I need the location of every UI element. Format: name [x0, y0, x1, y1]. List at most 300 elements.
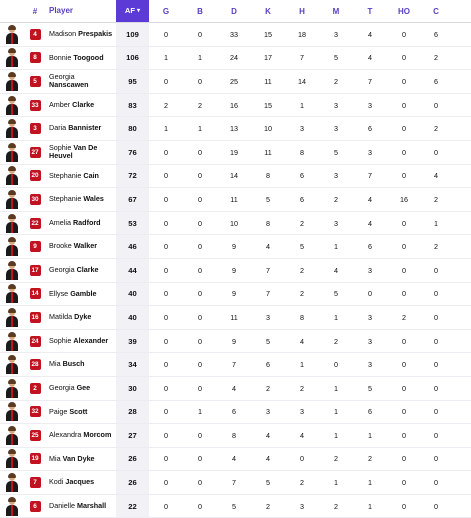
stat-h: 3	[300, 501, 304, 511]
player-last-name: Toogood	[73, 52, 104, 62]
stat-m: 5	[334, 147, 338, 157]
jumper-number	[24, 194, 46, 205]
stat-c: 0	[434, 265, 438, 275]
stat-d: 9	[232, 242, 236, 252]
stat-ho: 0	[402, 430, 406, 440]
jumper-number	[24, 359, 46, 370]
stat-ho: 0	[402, 336, 406, 346]
stat-d: 9	[232, 265, 236, 275]
player-last-name: Gee	[76, 382, 91, 392]
player-first-name: Brooke	[49, 241, 72, 251]
stat-g: 0	[164, 383, 168, 393]
stat-h: 14	[298, 76, 306, 86]
stat-c: 0	[434, 501, 438, 511]
stat-m: 1	[334, 478, 338, 488]
jumper-number-badge: 20	[31, 172, 39, 180]
stat-d: 6	[232, 407, 236, 417]
stat-d: 13	[230, 124, 238, 134]
player-headshot	[0, 166, 24, 185]
stat-ho: 0	[402, 242, 406, 252]
stat-h: 2	[300, 289, 304, 299]
table-row[interactable]	[0, 401, 471, 425]
stat-m: 0	[334, 360, 338, 370]
header-m[interactable]: M	[332, 6, 340, 16]
table-body	[0, 23, 471, 518]
stat-m: 2	[334, 76, 338, 86]
stat-g: 0	[164, 360, 168, 370]
stat-d: 7	[232, 478, 236, 488]
player-name[interactable]	[46, 195, 116, 204]
stat-t: 4	[368, 29, 372, 39]
stat-k: 5	[266, 478, 270, 488]
player-first-name: Kodi	[49, 477, 64, 487]
stat-b: 0	[198, 76, 202, 86]
player-headshot	[0, 473, 24, 492]
stat-k: 15	[264, 29, 272, 39]
stat-ho: 0	[402, 360, 406, 370]
stat-h: 7	[300, 53, 304, 63]
stat-ho: 0	[402, 265, 406, 275]
player-headshot	[0, 379, 24, 398]
stat-b: 1	[198, 407, 202, 417]
stat-b: 0	[198, 194, 202, 204]
stat-g: 0	[164, 29, 168, 39]
stat-h: 1	[300, 360, 304, 370]
stat-d: 4	[232, 383, 236, 393]
jumper-number	[24, 241, 46, 252]
stat-k: 17	[264, 53, 272, 63]
jumper-number-badge: 16	[31, 313, 39, 321]
stat-ho: 16	[400, 194, 408, 204]
stat-h: 6	[300, 171, 304, 181]
player-name[interactable]	[46, 455, 116, 464]
stat-m: 2	[334, 454, 338, 464]
jumper-number-badge: 22	[31, 219, 39, 227]
player-last-name: Clarke	[76, 264, 99, 274]
stat-b: 0	[198, 360, 202, 370]
player-name[interactable]	[46, 101, 116, 110]
af-value: 39	[116, 330, 149, 353]
jumper-number-badge: 24	[31, 337, 39, 345]
stat-c: 0	[434, 407, 438, 417]
player-headshot	[0, 426, 24, 445]
player-headshot	[0, 261, 24, 280]
stat-t: 3	[368, 100, 372, 110]
table-row[interactable]	[0, 330, 471, 354]
af-value: 34	[116, 353, 149, 376]
stat-ho: 0	[402, 501, 406, 511]
stat-k: 3	[266, 407, 270, 417]
stat-b: 0	[198, 29, 202, 39]
stat-k: 5	[266, 194, 270, 204]
jumper-number-badge: 32	[31, 408, 39, 416]
player-first-name: Sophie	[49, 335, 72, 345]
player-last-name: Busch	[62, 359, 85, 369]
player-name[interactable]	[46, 290, 116, 299]
player-headshot	[0, 119, 24, 138]
stat-k: 4	[266, 454, 270, 464]
player-first-name: Amelia	[49, 217, 71, 227]
stat-k: 11	[264, 147, 272, 157]
stat-b: 0	[198, 312, 202, 322]
jumper-number-badge: 2	[30, 383, 41, 394]
player-first-name: Stephanie	[49, 170, 82, 180]
stat-h: 5	[300, 242, 304, 252]
stat-c: 0	[434, 289, 438, 299]
stat-t: 6	[368, 407, 372, 417]
sort-desc-icon: ▾	[137, 8, 141, 14]
player-last-name: Alexander	[73, 335, 109, 345]
player-last-name: Nanscawen	[49, 80, 89, 90]
player-headshot	[0, 284, 24, 303]
stat-g: 0	[164, 430, 168, 440]
table-row[interactable]	[0, 424, 471, 448]
stat-ho: 0	[402, 454, 406, 464]
jumper-number	[24, 336, 46, 347]
stat-ho: 0	[402, 383, 406, 393]
player-last-name: Gamble	[70, 288, 97, 298]
stat-m: 3	[334, 100, 338, 110]
jumper-number-badge: 30	[31, 195, 39, 203]
player-first-name: Ellyse	[49, 288, 69, 298]
stat-g: 0	[164, 289, 168, 299]
stat-k: 10	[264, 124, 272, 134]
stat-m: 2	[334, 194, 338, 204]
stat-g: 0	[164, 147, 168, 157]
stat-b: 0	[198, 289, 202, 299]
jumper-number	[24, 147, 46, 158]
player-name[interactable]	[46, 337, 116, 346]
stat-h: 3	[300, 407, 304, 417]
stat-ho: 0	[402, 147, 406, 157]
jumper-number	[24, 76, 46, 87]
stat-h: 2	[300, 218, 304, 228]
player-name[interactable]	[46, 172, 116, 181]
stat-h: 2	[300, 383, 304, 393]
player-first-name: Stephanie	[49, 194, 82, 204]
af-value: 40	[116, 306, 149, 329]
stat-t: 7	[368, 171, 372, 181]
jumper-number	[24, 501, 46, 512]
player-name[interactable]	[46, 242, 116, 251]
stat-m: 1	[334, 383, 338, 393]
jumper-number-badge: 5	[30, 76, 41, 87]
player-name[interactable]	[46, 431, 116, 440]
player-headshot	[0, 25, 24, 44]
player-first-name: Georgia	[49, 382, 75, 392]
player-first-name: Paige	[49, 406, 68, 416]
stat-c: 0	[434, 100, 438, 110]
player-last-name: Marshall	[76, 500, 107, 510]
player-last-name: Walker	[73, 241, 98, 251]
stat-g: 0	[164, 76, 168, 86]
stat-t: 0	[368, 289, 372, 299]
player-first-name: Alexandra	[49, 430, 82, 440]
stat-k: 5	[266, 336, 270, 346]
table-row[interactable]	[0, 70, 471, 94]
af-value: 22	[116, 495, 149, 518]
stat-m: 1	[334, 242, 338, 252]
player-first-name: Bonnie	[49, 52, 72, 62]
stat-t: 7	[368, 76, 372, 86]
stat-d: 19	[230, 147, 238, 157]
stat-k: 3	[266, 312, 270, 322]
stat-m: 1	[334, 312, 338, 322]
stat-m: 3	[334, 124, 338, 134]
stat-g: 0	[164, 242, 168, 252]
player-last-name: Dyke	[74, 312, 92, 322]
table-header	[0, 0, 471, 23]
stat-h: 6	[300, 194, 304, 204]
player-headshot	[0, 72, 24, 91]
stat-ho: 0	[402, 289, 406, 299]
stat-t: 3	[368, 312, 372, 322]
stat-ho: 0	[402, 407, 406, 417]
table-row[interactable]	[0, 377, 471, 401]
stat-ho: 0	[402, 478, 406, 488]
player-first-name: Daria	[49, 123, 67, 133]
stat-c: 2	[434, 124, 438, 134]
table-row[interactable]	[0, 117, 471, 141]
stat-c: 0	[434, 478, 438, 488]
stat-g: 2	[164, 100, 168, 110]
player-headshot	[0, 48, 24, 67]
table-row[interactable]	[0, 471, 471, 495]
table-row[interactable]	[0, 212, 471, 236]
stat-ho: 0	[402, 29, 406, 39]
stat-t: 2	[368, 454, 372, 464]
stat-h: 1	[300, 100, 304, 110]
af-value: 80	[116, 117, 149, 140]
player-headshot	[0, 355, 24, 374]
player-name[interactable]	[46, 219, 116, 228]
stat-k: 2	[266, 383, 270, 393]
table-row[interactable]	[0, 306, 471, 330]
af-value: 95	[116, 70, 149, 93]
stat-g: 1	[164, 124, 168, 134]
stat-c: 0	[434, 336, 438, 346]
player-name[interactable]	[46, 54, 116, 63]
player-last-name: Van De Heuvel	[49, 142, 98, 161]
player-last-name: Scott	[69, 406, 88, 416]
stat-t: 6	[368, 242, 372, 252]
af-value: 67	[116, 188, 149, 211]
table-row[interactable]	[0, 47, 471, 71]
header-ho[interactable]: HO	[398, 6, 410, 16]
player-name[interactable]	[46, 73, 116, 90]
stat-g: 0	[164, 454, 168, 464]
stat-k: 4	[266, 430, 270, 440]
player-last-name: Morcom	[83, 430, 112, 440]
stat-c: 2	[434, 242, 438, 252]
header-k[interactable]: K	[265, 6, 271, 16]
table-row[interactable]	[0, 353, 471, 377]
jumper-number	[24, 383, 46, 394]
player-first-name: Matilda	[49, 312, 73, 322]
stat-b: 0	[198, 501, 202, 511]
player-name[interactable]	[46, 30, 116, 39]
stat-ho: 0	[402, 171, 406, 181]
af-value: 83	[116, 94, 149, 117]
player-name[interactable]	[46, 124, 116, 133]
stat-h: 4	[300, 336, 304, 346]
stat-m: 1	[334, 407, 338, 417]
stat-b: 0	[198, 336, 202, 346]
stat-m: 3	[334, 218, 338, 228]
player-name[interactable]	[46, 360, 116, 369]
player-name[interactable]	[46, 144, 116, 161]
player-first-name: Mia	[49, 453, 61, 463]
player-first-name: Mia	[49, 359, 61, 369]
player-first-name: Danielle	[49, 500, 75, 510]
jumper-number-badge: 6	[30, 501, 41, 512]
header-number: #	[32, 6, 38, 16]
jumper-number	[24, 52, 46, 63]
stat-d: 10	[230, 218, 238, 228]
stat-g: 0	[164, 194, 168, 204]
af-value: 72	[116, 165, 149, 188]
stat-c: 1	[434, 218, 438, 228]
table-row[interactable]	[0, 188, 471, 212]
stat-h: 2	[300, 478, 304, 488]
header-t[interactable]: T	[367, 6, 373, 16]
stat-c: 0	[434, 312, 438, 322]
player-headshot	[0, 332, 24, 351]
jumper-number	[24, 288, 46, 299]
table-row[interactable]	[0, 448, 471, 472]
stat-h: 0	[300, 454, 304, 464]
player-last-name: Van Dyke	[62, 453, 95, 463]
jumper-number	[24, 29, 46, 40]
stat-m: 3	[334, 29, 338, 39]
stat-m: 4	[334, 265, 338, 275]
stat-h: 3	[300, 124, 304, 134]
stat-b: 0	[198, 242, 202, 252]
jumper-number-badge: 14	[31, 290, 39, 298]
stat-t: 3	[368, 147, 372, 157]
header-af-sorted[interactable]	[116, 0, 149, 22]
player-last-name: Jacques	[65, 477, 95, 487]
jumper-number-badge: 27	[31, 148, 39, 156]
stat-g: 0	[164, 407, 168, 417]
player-name[interactable]	[46, 384, 116, 393]
table-row[interactable]	[0, 259, 471, 283]
stat-d: 9	[232, 289, 236, 299]
stat-b: 0	[198, 171, 202, 181]
player-last-name: Wales	[83, 194, 104, 204]
af-value: 28	[116, 401, 149, 424]
header-g[interactable]: G	[162, 6, 170, 16]
stat-h: 8	[300, 312, 304, 322]
af-value: 44	[116, 259, 149, 282]
table-row[interactable]	[0, 141, 471, 165]
player-last-name: Bannister	[68, 123, 102, 133]
jumper-number	[24, 218, 46, 229]
af-value: 106	[116, 47, 149, 70]
player-last-name: Radford	[72, 217, 101, 227]
player-last-name: Cain	[83, 170, 99, 180]
player-name[interactable]	[46, 478, 116, 487]
stat-ho: 0	[402, 218, 406, 228]
stat-d: 4	[232, 454, 236, 464]
jumper-number-badge: 33	[31, 101, 39, 109]
jumper-number	[24, 430, 46, 441]
stat-t: 3	[368, 336, 372, 346]
header-b[interactable]: B	[197, 6, 203, 16]
af-value: 30	[116, 377, 149, 400]
jumper-number	[24, 477, 46, 488]
header-af-label: AF	[124, 6, 136, 15]
stat-t: 4	[368, 194, 372, 204]
jumper-number-badge: 28	[31, 361, 39, 369]
stat-m: 1	[334, 430, 338, 440]
player-name[interactable]	[46, 408, 116, 417]
jumper-number	[24, 453, 46, 464]
player-name[interactable]	[46, 313, 116, 322]
jumper-number-badge: 8	[30, 52, 41, 63]
stat-ho: 2	[402, 312, 406, 322]
stat-c: 0	[434, 360, 438, 370]
stat-t: 4	[368, 218, 372, 228]
jumper-number	[24, 406, 46, 417]
stat-h: 2	[300, 265, 304, 275]
jumper-number-badge: 17	[31, 266, 39, 274]
player-name[interactable]	[46, 266, 116, 275]
player-name[interactable]	[46, 502, 116, 511]
stat-b: 0	[198, 218, 202, 228]
stat-c: 0	[434, 454, 438, 464]
table-row[interactable]	[0, 495, 471, 518]
table-row[interactable]	[0, 235, 471, 259]
stat-d: 8	[232, 430, 236, 440]
player-headshot	[0, 143, 24, 162]
af-value: 27	[116, 424, 149, 447]
stat-t: 3	[368, 265, 372, 275]
stat-b: 0	[198, 383, 202, 393]
header-c[interactable]: C	[433, 6, 439, 16]
stat-b: 0	[198, 430, 202, 440]
stat-d: 11	[230, 312, 238, 322]
header-d[interactable]: D	[231, 6, 237, 16]
stat-k: 11	[264, 76, 272, 86]
stat-g: 1	[164, 53, 168, 63]
af-value: 46	[116, 235, 149, 258]
header-player[interactable]: Player	[49, 5, 74, 15]
stat-k: 8	[266, 171, 270, 181]
jumper-number-badge: 4	[30, 29, 41, 40]
table-row[interactable]	[0, 283, 471, 307]
stat-g: 0	[164, 501, 168, 511]
player-headshot	[0, 237, 24, 256]
table-row[interactable]	[0, 23, 471, 47]
jumper-number-badge: 9	[30, 241, 41, 252]
stat-m: 5	[334, 53, 338, 63]
stat-d: 25	[230, 76, 238, 86]
stat-k: 7	[266, 289, 270, 299]
table-row[interactable]	[0, 94, 471, 118]
stat-h: 18	[298, 29, 306, 39]
table-row[interactable]	[0, 165, 471, 189]
stat-d: 24	[230, 53, 238, 63]
header-h[interactable]: H	[299, 6, 305, 16]
player-headshot	[0, 190, 24, 209]
jumper-number-badge: 7	[30, 477, 41, 488]
stat-k: 7	[266, 265, 270, 275]
af-value: 26	[116, 448, 149, 471]
player-last-name: Clarke	[72, 99, 95, 109]
jumper-number-badge: 25	[31, 431, 39, 439]
af-value: 40	[116, 283, 149, 306]
